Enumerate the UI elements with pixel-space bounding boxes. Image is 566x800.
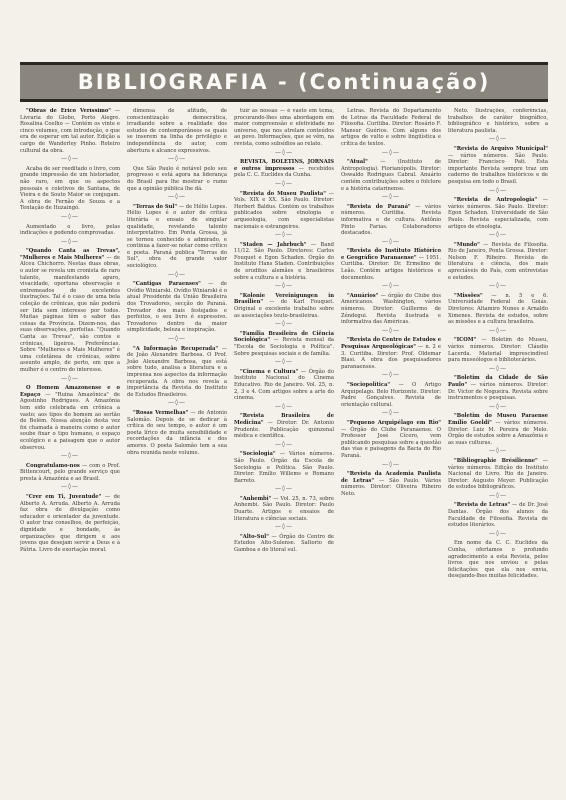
entry-text: Vol. 25, n. 73, sobre Anhembi. São Paulo. Diretor: Paulo Duarte. Artigos e ensaios de literatura e ciências sociais. [234,495,334,522]
entry-text: tuir as nossas — é vasto em tema, procurando-lhes uma abordagem em maior compreensão e efetividade no universo, que nos atrelam conteúdos ao povo. Informações, que se vêm, na revista, como subsídios ao relato. [234,108,334,147]
entry-separator: —◊— [168,270,186,278]
entry-heading: "Missões" [454,292,483,299]
entry-heading: "Quando Canta as Trevas", "Mulheres e Mais Mulheres" [20,248,120,261]
entry-heading: "Bibliographie Brésilienne" [454,457,538,464]
entry-paragraph [234,108,334,148]
entry-heading: "Família Brasileira de Ciência Sociológica" [234,330,334,344]
entry-separator: —◊— [489,529,507,537]
entry-separator: —◊— [275,282,293,290]
entry-heading: Congratulamo-nos [26,462,80,469]
entry-separator: —◊— [489,364,507,372]
entry-heading: "Cinema e Cultura" [240,368,299,375]
entry-heading: "Atual" [347,159,368,166]
entry-heading: "Crer em Ti, Juventude" [26,494,102,501]
entry-paragraph: "Boletim da Cidade de São Paulo" — vários números. Diretor: Dr. Victor de Nogueira. Revista sobre instrumentos e pesquisas. [448,375,548,402]
entry-paragraph: "Cantigas Paraenses" — de Ovídio Winiarski. Ovídio Winiarski é o atual Presidente da União Brasileira dos Trovadores, secção do Paraná. Trovador dos mais festejados e perfeitos, o seu livro é expressivo. Trovadores dentro da maior simplicidade, beleza e inspiração. [127,281,227,334]
entry-heading: "ICOM" [454,337,477,344]
entry-text: órgão do Clube dos Americanos. Washington, vários números. Diretor: Guillermo de Zéndegui. Revista ilustrada e informativa das Américas. [341,292,441,326]
entry-separator: —◊— [275,440,293,448]
entry-paragraph: "Obras de Erico Veríssimo" — Livraria do Globo, Porto Alegre. Rosalina Coelho — Contém os vinte e cinco volumes, com introdução, o que era de esperar em tal autor. Edição a cargo de Wanderley Pinho. Roteiro cultural da obra. [20,108,120,154]
entry-heading: "Anuários" [347,292,379,299]
entry-paragraph: "Revista do Paraná" — vários números. Curitiba. Revista informativa e de cultura. Antônio Pinto Farias. Colaboradores destacados. [341,203,441,237]
entry-heading: "Rosas Vermelhas" [133,409,189,416]
entry-separator: —◊— [489,402,507,410]
entry-heading: "Boletim do Museu Paraense Emílio Goeldi" [448,413,548,426]
entry-text: de Antonio Salomão. Depois de se dedicar à crítica do seu tempo, o autor é um poeta lírico de muita sensibilidade e recordações da infância e dos amores. O poeta Salomão tem a sua obra reunida neste volume. [127,409,227,456]
entry-text: de Ovídio Winiarski. Ovídio Winiarski é o atual Presidente da União Brasileira dos Trovadores, secção do Paraná. Trovador dos mais festejados e perfeitos, o seu livro é expressivo. Trovadores dentro da maior simplicidade, beleza e inspiração. [127,281,227,334]
entry-paragraph: "Cinema e Cultura" — Órgão do Instituto Nacional do Cinema Educativo. Rio de Janeiro. Vol. 25, n. 2, 3 e 4. Com artigos sobre a arte do cinema. [234,368,334,402]
entry-paragraph: "Anuários" — órgão do Clube dos Americanos. Washington, vários números. Diretor: Guillermo de Zéndegui. Revista ilustrada e informativa das Américas. [341,292,441,326]
entry-heading: "Revista da Academia Paulista de Letras" [341,471,441,484]
column-5 [448,108,548,788]
entry-paragraph: "Quando Canta as Trevas", "Mulheres e Mais Mulheres" — de Alceu Chichorro. Nestas duas obras, o autor se revela um cronista de raro talento, manifestando apuro, vivacidade, oportuna observação e entremeados de excelentes ilustrações. Tal é o caso de uma bela coleção de crônicas, que não poderá ser lida sem interesse por todos. Muitas páginas têm o sabor das coisas da Província. Dizem-nos, das suas observações, perfeitas. "Quando Canta as Trevas", são contos e crônicas, ligeiros. Preferências. Sobre "Mulheres e Mais Mulheres" é uma coletânea de crônicas, sobre assunto amplo, de perto, em que a mulher é o centro do interesse. [20,248,120,373]
entry-separator: —◊— [168,399,186,407]
entry-paragraph: "Revista de Antropologia" — vários números. São Paulo. Diretor: Egon Schaden. Universidade de São Paulo. Revista especializada, com artigos de etnologia. [448,197,548,230]
entry-separator: —◊— [382,326,400,334]
section-header-band [20,62,548,102]
entry-text: (Instituto de Antropologia). Florianópolis. Diretor: Oswaldo Rodrigues Cabral. Anuário contém contribuições sobre o folclore e a história catarinense. [341,159,441,192]
entry-paragraph: O Homem Amazonense e o Espaço — "Ruina Amazônica" de Agostinho Rodrigues. A Amazônia tem sido celebrada em crônica a vasto; aos tipos do homem ao sertão de Belém. Nossa atenção desta vez foi chamada à maneira como o autor soube fixar o tipo humano, o espaço ecológico e a paisagem que o autor observou. [20,385,120,451]
entry-separator: —◊— [275,148,293,156]
entry-heading: "A Informação Recuperada" [133,345,219,352]
column-4 [341,108,441,788]
entry-text: Órgão do Instituto Nacional do Cinema Educativo. Rio de Janeiro. Vol. 25, n. 2, 3 e 4. Com artigos sobre a arte do cinema. [234,368,334,402]
entry-separator: —◊— [489,135,507,143]
entry-paragraph: "Crer em Ti, Juventude" — de Alberto A. Arruda. Alberto A. Arruda faz obra de divulgação como educador e orientador da juventude. O autor traz conselhos, de perfeição, dignidade e bondade, às organizações que dirigem e aos jovens que desejam servir a Deus e à Pátria. Livro de exortação moral. [20,494,120,553]
entry-text: vários números. Edição do Instituto Nacional do Livro. Rio de Janeiro. Diretor: Augusto Meyer. Publicação de estudos bibliográficos. [448,464,548,491]
entry-separator: —◊— [489,231,507,239]
column-3 [234,108,334,788]
entry-paragraph: "Rosas Vermelhas" — de Antonio Salomão. Depois de se dedicar à crítica do seu tempo, o autor é um poeta lírico de muita sensibilidade e recordações da infância e dos amores. O poeta Salomão tem a sua obra reunida neste volume. [127,409,227,456]
entry-paragraph: "Atual" — (Instituto de Antropologia). Florianópolis. Diretor: Oswaldo Rodrigues Cabral. Anuário contém contribuições sobre o folclore e a história catarinense. [341,159,441,192]
entry-separator: —◊— [168,193,186,201]
page-title: BIBLIOGRAFIA - (Continuação) [77,70,491,94]
entry-paragraph: "Kolonie Vereinigungen in Brasilien" — de Karl Fouquet. Original e excelente trabalho sobre as associações teuto-brasileiras. [234,292,334,319]
entry-text: Letras. Revista do Departamento de Letras da Faculdade Federal de Filosofia. Curitiba. Diretor: Rosário F. Mansur Guérios. Com alguns dos artigos de vulto e sobre lingüística e crítica de textos. [341,108,441,147]
entry-separator: —◊— [61,483,79,491]
entry-heading: O Homem Amazonense e o Espaço [20,385,120,398]
entry-text: Em nome da C. C. Euclides da Cunha, ofertamos o profundo agradecimento a esta Revista, pelos livros que nos enviou e pelas felicitações que ela nos envia, desejando-lhes muitas felicidades. [448,540,548,580]
entry-heading: "Alto-Sul" [240,533,269,540]
entry-separator: —◊— [489,491,507,499]
entry-paragraph: "Anhembi" — Vol. 25, n. 73, sobre Anhembi. São Paulo. Diretor: Paulo Duarte. Artigos e ensaios de literatura e ciências sociais. [234,495,334,522]
entry-separator: —◊— [168,155,186,163]
entry-separator: —◊— [275,485,293,493]
entry-heading: "Revista do Centro de Estudos e Pesquisas Arqueológicas" [341,337,441,350]
entry-separator: —◊— [489,326,507,334]
entry-separator: —◊— [382,148,400,156]
column-1 [20,108,120,788]
entry-separator: —◊— [382,371,400,379]
entry-paragraph: "Pequeno Arquipélago em Rio" — Órgão do Clube Paranaense. O Professor José Cícero, vem publicando pesquisas sobre a questão das vias e paisagens da Bacia do Rio Paraná. [341,419,441,459]
entry-heading: "Revista Brasileira de Medicina" [234,413,334,426]
entry-separator: —◊— [275,320,293,328]
text-columns [20,108,548,788]
entry-paragraph [341,108,441,148]
entry-text: São Paulo. Vários números. Diretor: Oliveira Ribeiro Neto. [341,477,441,497]
entry-heading: "Terras do Sul" [133,203,178,210]
entry-paragraph: "Revista da Academia Paulista de Letras" — São Paulo. Vários números. Diretor: Oliveira Ribeiro Neto. [341,471,441,497]
entry-paragraph [448,108,548,134]
entry-separator: —◊— [275,523,293,531]
entry-paragraph: "A Informação Recuperada" — de João Alexandre Barbosa. O Prof. João Alexandre Barbosa, que está sobre tudo, analisa a literatura e a imprensa nos aspectos da informação recuperada. A obra nos revela a importância da Revista do Instituto de Estudos Brasileiros. [127,345,227,398]
entry-text: n. 2 e 3. Curitiba. Diretor: Prof. Oldemar Blasi. A obra dos pesquisadores paranaenses. [341,344,441,370]
entry-separator: —◊— [275,402,293,410]
entry-paragraph: "Revista do Instituto Histórico e Geográfico Paranaense" — 1951. Curitiba. Diretor: Dr. Ermelino de Leão. Contém artigos históricos e documentos. [341,248,441,281]
entry-paragraph: "Sociologia" — Vários números. São Paulo. Órgão da Escola de Sociologia e Política. São Paulo. Diretor: Emílio Willems e Romano Barreto. [234,451,334,484]
entry-heading: "Mundo" [454,241,480,248]
entry-text: Vols. XIX e XX. São Paulo. Diretor: Herbert Baldus. Contém os trabalhos publicados sobre etnologia e arqueologia, com especialistas nacionais e estrangeiros. [234,197,334,230]
entry-heading: "Anhembi" [240,495,272,502]
column-2 [127,108,227,788]
entry-text: vários números. Curitiba. Revista informativa e de cultura. Antônio Pinto Farias. Colaboradores destacados. [341,203,441,237]
entry-paragraph: "Mundo" — Revista de Filosofia. Rio de Janeiro, Ponta Grossa. Diretor: Nelson F. Ribeiro. Revista de literatura e ciência, dos mais apreciáveis do País, com entrevistas e estudos. [448,241,548,281]
entry-text: com o Prof. Bittencourt, pelo grande serviço que presta à Amazônia e ao Brasil. [20,462,120,482]
entry-separator: —◊— [382,460,400,468]
entry-separator: —◊— [275,179,293,187]
entry-paragraph: REVISTA, BOLETINS, JORNAIS e outros impressos — recebidos pela C. C. Euclides da Cunha. [234,159,334,179]
entry-paragraph [127,166,227,192]
entry-separator: —◊— [61,452,79,460]
entry-paragraph: "Sociopolítica" — O Artigo Arquipelago. Belo Horizonte. Diretor: Padre Gonçalves. Revista de orientação cultural. [341,381,441,408]
entry-separator: —◊— [489,282,507,290]
entry-separator: —◊— [275,358,293,366]
entry-paragraph: "Boletim do Museu Paraense Emílio Goeldi" — vários números. Diretor: Luiz M. Pereira de Melo. Órgão de estudos sobre a Amazônia e as suas culturas. [448,413,548,446]
entry-paragraph: "ICOM" — Boletim do Museu, vários números. Diretor: Cláudio Lacerda. Material imprescindível para museólogos e bibliotecários. [448,337,548,364]
entry-paragraph [20,166,120,212]
entry-text: Que São Paulo é notável pelo seu progresso e está agora na liderança do Brasil para lhe mostrar o rumo que a opinião pública lhe dá. [127,165,227,192]
entry-heading: "Revista de Letras" [454,502,511,509]
entry-paragraph: "Bibliographie Brésilienne" — vários números. Edição do Instituto Nacional do Livro. Rio de Janeiro. Diretor: Augusto Meyer. Publicação de estudos bibliográficos. [448,457,548,491]
entry-text: Aumentado o livro, pelas indicações e podendo comprovadas. [20,223,120,237]
entry-heading: "Sociologia" [240,451,276,458]
entry-paragraph: "Revista do Arquivo Municipal" — vários números. São Paulo. Diretor: Francisco Pati. Esta importante Revista sempre traz um caderno de trabalhos históricos e de pesquisa em todo o Brasil. [448,145,548,185]
entry-separator: —◊— [382,282,400,290]
entry-text: Órgão do Clube Paranaense. O Professor José Cícero, vem publicando pesquisas sobre a questão das vias e paisagens da Bacia do Rio Paraná. [341,426,441,459]
entry-text: de Alberto A. Arruda. Alberto A. Arruda faz obra de divulgação como educador e orientador da juventude. O autor traz conselhos, de perfeição, dignidade e bondade, às organizações que dirigem e aos jovens que desejam servir a Deus e à Pátria. Livro de exortação moral. [20,494,120,553]
entry-separator: —◊— [489,186,507,194]
entry-heading: "Revista do Instituto Histórico e Geográfico Paranaense" [341,248,441,261]
entry-heading: "Obras de Erico Veríssimo" [26,108,111,114]
entry-text: de Hélio Lopes. Hélio Lopes é o autor de crítica literária e ensaio de singular qualidade, revelando talento interpretativo. Em Ponta Grossa, já se tornou conhecido e admirado, e continua a fazer-se notar como crítico e poeta. Paraná publica "Terras do Sul", obra de grande valor sociológico. [127,203,228,270]
entry-separator: —◊— [489,447,507,455]
entry-text: O Artigo Arquipelago. Belo Horizonte. Diretor: Padre Gonçalves. Revista de orientação cultural. [341,381,441,408]
entry-separator: —◊— [61,155,79,163]
entry-paragraph: "Revista do Museu Paulista" — Vols. XIX e XX. São Paulo. Diretor: Herbert Baldus. Contém os trabalhos publicados sobre etnologia e arqueologia, com especialistas nacionais e estrangeiros. [234,190,334,230]
entry-text: dimensa de atitude, de conscientização democrática, irradiando sobre a realidade dos estudos de contemporâneos os quais se inserem na linha de privilégio e independência do autor, com abertura e alcance expressivos. [127,108,227,154]
entry-separator: —◊— [382,409,400,417]
entry-text: de João Alexandre Barbosa. O Prof. João Alexandre Barbosa, que está sobre tudo, analisa a literatura e a imprensa nos aspectos da informação recuperada. A obra nos revela a importância da Revista do Instituto de Estudos Brasileiros. [127,352,227,398]
entry-text: 1951. Curitiba. Diretor: Dr. Ermelino de Leão. Contém artigos históricos e documentos. [341,254,441,281]
entry-heading: "Revista do Arquivo Municipal" [454,145,548,152]
entry-heading: "Pequeno Arquipélago em Rio" [347,419,441,426]
entry-paragraph [448,540,548,580]
entry-text: Vários números. São Paulo. Órgão da Escola de Sociologia e Política. São Paulo. Diretor: Emílio Willems e Romano Barreto. [234,451,334,484]
entry-text: Boletim do Museu, vários números. Diretor: Cláudio Lacerda. Material imprescindível para museólogos e bibliotecários. [448,337,548,364]
entry-text: Livraria do Globo, Porto Alegre. Rosalina Coelho — Contém os vinte e cinco volumes, com introdução, o que era de esperar em tal autor. Edição a cargo de Wanderley Pinho. Roteiro cultural da obra. [20,114,120,154]
entry-heading: REVISTA, BOLETINS, JORNAIS e outros impressos [234,159,334,172]
entry-text: Revista mensal da "Escola de Sociologia e Política". Sobre pesquisas sociais e de família. [234,337,334,357]
entry-paragraph: "Staden — Jahrbuch" — Band 11/12. São Paulo. Diretores: Carlos Fouquet e Egon Schaden. Órgão do Instituto Hans Staden. Contribuições de eruditos alemães e brasileiros sobre a cultura e a história. [234,241,334,281]
entry-heading: "Kolonie Vereinigungen in Brasilien" [234,292,334,306]
entry-paragraph: "Revista Brasileira de Medicina" — Diretor: Dr. Antonio Prudente. Publicação quinzenal médica e científica. [234,413,334,440]
entry-separator: —◊— [275,231,293,239]
entry-heading: "Boletim da Cidade de São Paulo" [448,375,548,388]
entry-separator: —◊— [382,237,400,245]
entry-paragraph: "Alto-Sul" — Órgão do Centro de Estudos Alto-Sulense. Saltorio de Gamboa e do litoral sul. [234,533,334,554]
entry-paragraph: "Revista do Centro de Estudos e Pesquisas Arqueológicas" — n. 2 e 3. Curitiba. Diretor: Prof. Oldemar Blasi. A obra dos pesquisadores paranaenses. [341,337,441,370]
entry-text: vários números. Diretor: Dr. Victor de Nogueira. Revista sobre instrumentos e pesquisas. [448,381,548,402]
entry-text: Diretor: Dr. Antonio Prudente. Publicação quinzenal médica e científica. [234,419,334,440]
entry-text: vários números. São Paulo. Diretor: Francisco Pati. Esta importante Revista sempre traz um caderno de trabalhos históricos e de pesquisa em todo o Brasil. [448,152,548,185]
entry-separator: —◊— [61,237,79,245]
entry-heading: "Revista do Museu Paulista" [240,190,326,197]
entry-separator: —◊— [61,374,79,382]
entry-paragraph: "Família Brasileira de Ciência Sociológica" — Revista mensal da "Escola de Sociologia e Política". Sobre pesquisas sociais e de família. [234,330,334,357]
entry-text: "Ruina Amazônica" de Agostinho Rodrigues. A Amazônia tem sido celebrada em crônica a vasto; aos tipos do homem ao sertão de Belém. Nossa atenção desta vez foi chamada à maneira como o autor soube fixar o tipo humano, o espaço ecológico e a paisagem que o autor observou. [20,391,120,451]
entry-paragraph [20,224,120,237]
entry-heading: "Revista de Antropologia" [454,197,538,204]
entry-paragraph: "Missões" — n. 5 e 6. Universidade Federal de Goiás. Diretores: Altamiro Nunes e Arnaldo Ximenes. Revista de estudos, sobre as missões e a cultura brasileira. [448,292,548,326]
entry-heading: "Sociopolítica" [347,381,391,388]
entry-text: vários números. São Paulo. Diretor: Egon Schaden. Universidade de São Paulo. Revista especializada, com artigos de etnologia. [448,203,548,230]
entry-paragraph: "Terras do Sul" — de Hélio Lopes. Hélio Lopes é o autor de crítica literária e ensaio de singular qualidade, revelando talento interpretativo. Em Ponta Grossa, já se tornou conhecido e admirado, e continua a fazer-se notar como crítico e poeta. Paraná publica "Terras do Sul", obra de grande valor sociológico. [127,203,228,270]
entry-text: vários números. Diretor: Luiz M. Pereira de Melo. Órgão de estudos sobre a Amazônia e as suas culturas. [448,419,548,446]
entry-separator: —◊— [382,193,400,201]
entry-paragraph: Congratulamo-nos — com o Prof. Bittencourt, pelo grande serviço que presta à Amazônia e ao Brasil. [20,462,120,482]
entry-heading: "Staden — Jahrbuch" [240,241,307,248]
entry-heading: "Cantigas Paraenses" [133,281,201,288]
entry-text: Neto. Ilustrações, conferências, trabalhos de caráter biográfico, bibliográfico e histórico, sobre a literatura paulista. [448,108,548,134]
entry-text: n. 5 e 6. Universidade Federal de Goiás. Diretores: Altamiro Nunes e Arnaldo Ximenes. Revista de estudos, sobre as missões e a cultura brasileira. [448,292,548,326]
entry-text: Acaba de ser reeditado o livro, com grande impressão de um historiador, não raro, em que os aspectos pessoais e coletivos de Santana, de Vieira e de Souto Maior se conjugam. A obra de Fernão de Souza e a Tentação de Ituzaingó. [20,165,120,212]
entry-paragraph: "Revista de Letras" — de Dr. José Dantas. Órgão dos alunos da Faculdade de Filosofia. Revista de estudos literários. [448,502,548,529]
entry-paragraph [127,108,227,154]
entry-heading: "Revista do Paraná" [347,203,411,210]
entry-text: Órgão do Centro de Estudos Alto-Sulense. Saltorio de Gamboa e do litoral sul. [234,533,334,554]
entry-text: Band 11/12. São Paulo. Diretores: Carlos Fouquet e Egon Schaden. Órgão do Instituto Hans Staden. Contribuições de eruditos alemães e brasileiros sobre a cultura e a história. [234,241,334,281]
entry-text: de Alceu Chichorro. Nestas duas obras, o autor se revela um cronista de raro talento, manifestando apuro, vivacidade, oportuna observação e entremeados de excelentes ilustrações. Tal é o caso de uma bela coleção de crônicas, que não poderá ser lida sem interesse por todos. Muitas páginas têm o sabor das coisas da Província. Dizem-nos, das suas observações, perfeitas. "Quando Canta as Trevas", são contos e crônicas, ligeiros. Preferências. Sobre "Mulheres e Mais Mulheres" é uma coletânea de crônicas, sobre assunto amplo, de perto, em que a mulher é o centro do interesse. [20,254,120,373]
entry-text: Revista de Filosofia. Rio de Janeiro, Ponta Grossa. Diretor: Nelson F. Ribeiro. Revista de literatura e ciência, dos mais apreciáveis do País, com entrevistas e estudos. [448,241,548,281]
entry-separator: —◊— [61,212,79,220]
entry-text: recebidos pela C. C. Euclides da Cunha. [234,165,334,179]
entry-text: de Dr. José Dantas. Órgão dos alunos da Faculdade de Filosofia. Revista de estudos literários. [448,502,548,529]
entry-text: de Karl Fouquet. Original e excelente trabalho sobre as associações teuto-brasileiras. [234,299,334,319]
entry-separator: —◊— [168,335,186,342]
